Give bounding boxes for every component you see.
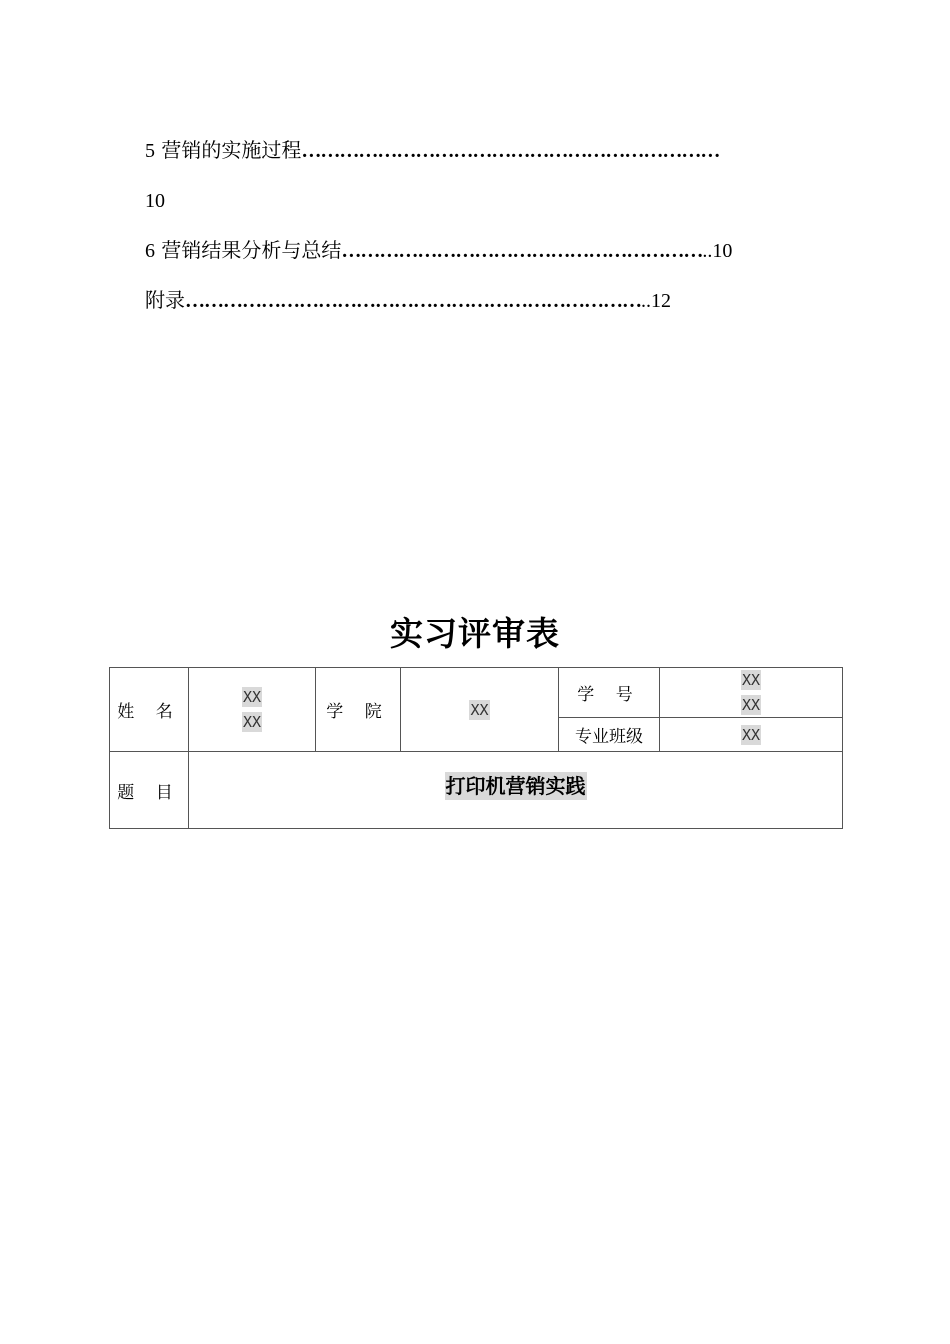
topic-value-cell[interactable]	[189, 752, 843, 829]
college-label: 学 院	[316, 668, 401, 752]
student-id-value: XX	[741, 696, 761, 714]
toc-entry-appendix[interactable]	[145, 287, 671, 314]
toc-entry-number: 6	[145, 240, 155, 262]
toc-leader-dots: …………………………………………………………	[301, 140, 720, 162]
name-value-cell[interactable]	[189, 668, 316, 752]
toc-entry-5[interactable]	[145, 137, 719, 164]
toc-page-number: 10	[145, 190, 165, 212]
toc-leader-dots: ………………………………………………………………	[185, 290, 641, 312]
review-table	[109, 667, 843, 829]
major-class-label: 专业班级	[559, 718, 660, 752]
name-value: XX	[242, 713, 262, 731]
name-label: 姓 名	[110, 668, 189, 752]
name-value: XX	[242, 688, 262, 706]
college-value-cell[interactable]	[401, 668, 559, 752]
toc-leader-dots: …………………………………………………	[341, 240, 703, 262]
student-id-label: 学 号	[559, 668, 660, 718]
toc-entry-6[interactable]	[145, 237, 732, 264]
major-class-value: XX	[741, 725, 761, 744]
college-value: XX	[470, 700, 489, 719]
student-id-value: XX	[741, 671, 761, 689]
major-class-value-cell[interactable]	[660, 718, 843, 752]
toc-entry-title: 附录	[145, 288, 185, 312]
topic-label: 题 目	[110, 752, 189, 829]
toc-page-number: ..12	[641, 290, 671, 312]
student-id-value-cell[interactable]	[660, 668, 843, 718]
toc-entry-title: 营销结果分析与总结	[161, 238, 342, 262]
page-title: 实习评审表	[390, 614, 560, 653]
toc-entry-title: 营销的实施过程	[161, 138, 302, 162]
toc-page-number: ..10	[702, 240, 733, 262]
toc-entry-number: 5	[145, 140, 155, 162]
toc-entry-5-page	[145, 187, 165, 214]
topic-value: 打印机营销实践	[445, 774, 586, 798]
